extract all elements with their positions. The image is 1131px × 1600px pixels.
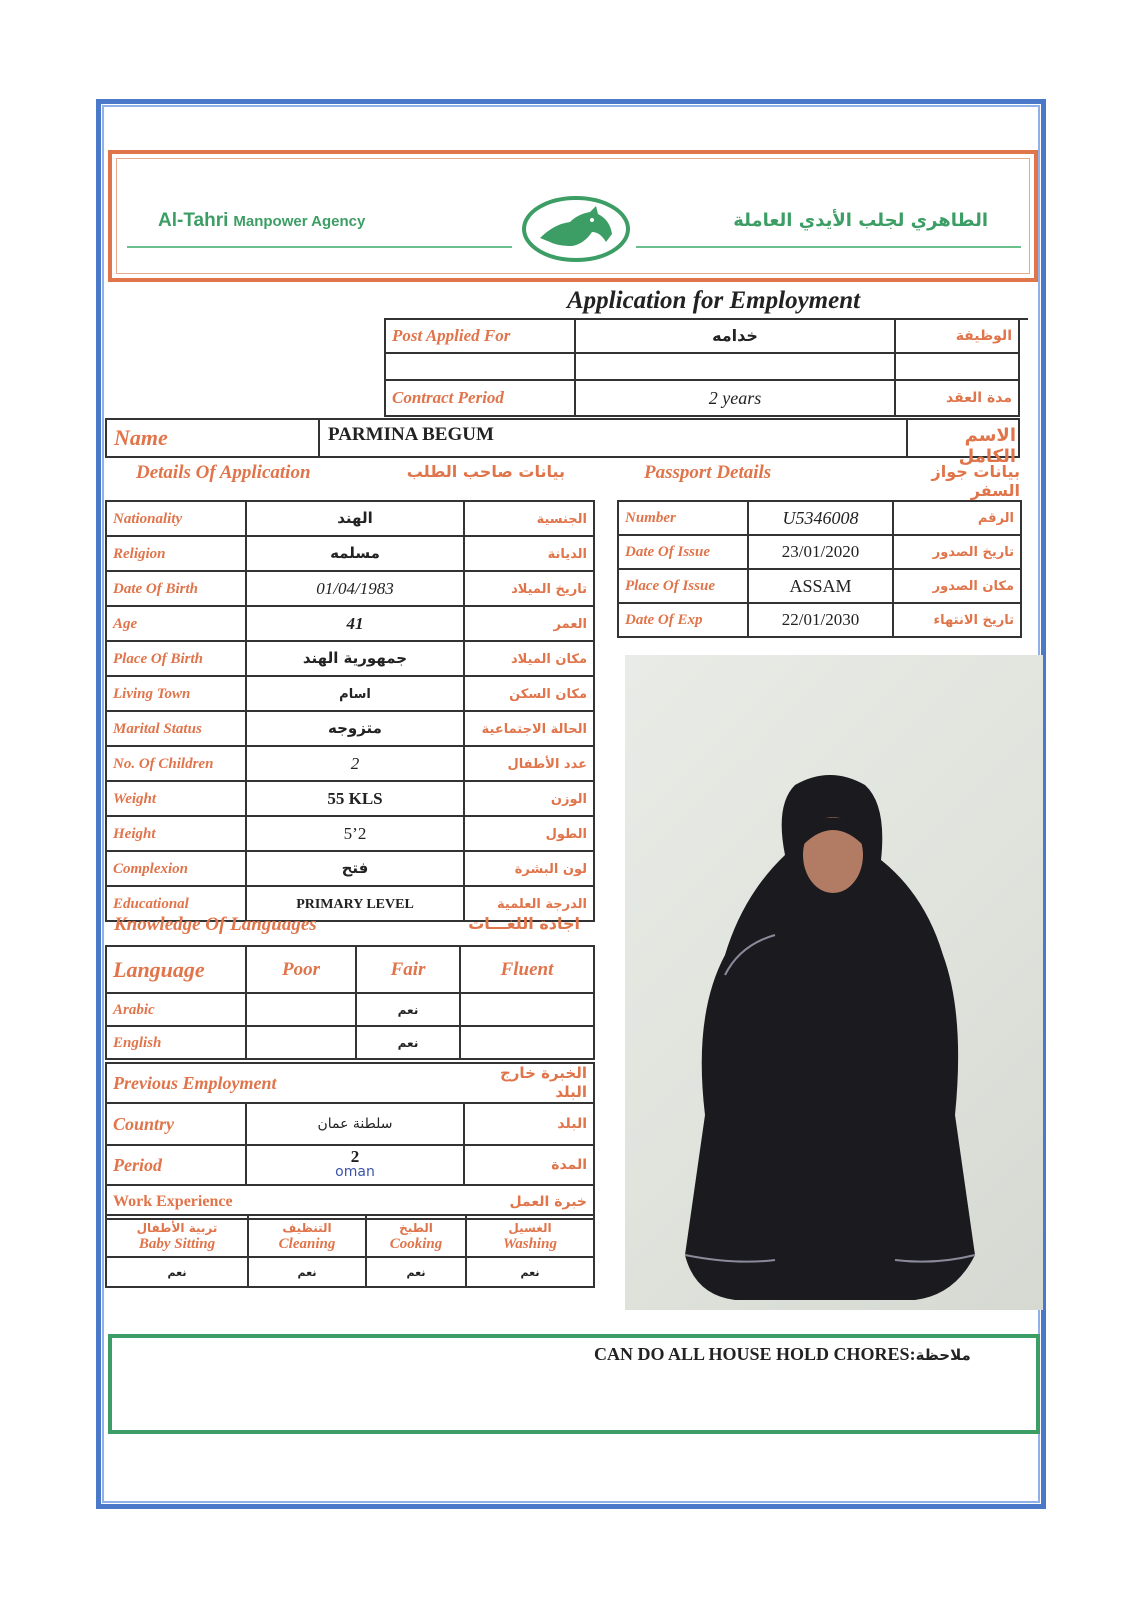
detail-label: Place Of Birth <box>106 641 246 676</box>
detail-label-ar: العمر <box>464 606 594 641</box>
detail-label-ar: الجنسية <box>464 501 594 536</box>
name-label-ar: الاسم الكامل <box>958 425 1016 467</box>
table-row <box>618 535 1021 569</box>
table-row <box>106 1026 594 1059</box>
detail-label: Educational <box>106 886 246 921</box>
passport-label-ar: تاريخ الانتهاء <box>893 603 1021 637</box>
table-row <box>106 1063 594 1103</box>
detail-value: فتح <box>246 851 464 886</box>
country-label: Country <box>106 1103 246 1145</box>
name-row <box>105 418 1020 458</box>
period-handwritten-note: oman <box>335 1164 375 1180</box>
language-poor <box>246 1026 356 1059</box>
blank-cell <box>385 353 575 380</box>
post-contract-table <box>384 318 1020 417</box>
note <box>594 1344 971 1365</box>
detail-label-ar: الدرجة العلمية <box>464 886 594 921</box>
detail-label-ar: الوزن <box>464 781 594 816</box>
contract-value: 2 years <box>575 380 895 416</box>
post-label: Post Applied For <box>385 319 575 353</box>
contract-label: Contract Period <box>385 380 575 416</box>
table-row <box>106 816 594 851</box>
languages-section-title: Knowledge Of Languages <box>114 914 317 935</box>
table-row <box>106 993 594 1026</box>
contract-label-ar: مدة العقد <box>895 380 1019 416</box>
table-row <box>106 851 594 886</box>
detail-label: Religion <box>106 536 246 571</box>
employment-title: Previous Employment <box>106 1063 464 1103</box>
passport-section-title: Passport Details <box>644 462 772 483</box>
detail-label: Nationality <box>106 501 246 536</box>
passport-value: ASSAM <box>748 569 893 603</box>
work-value: نعم <box>106 1257 248 1287</box>
detail-label-ar: لون البشرة <box>464 851 594 886</box>
note-label-ar: ملاحظة <box>915 1346 971 1364</box>
passport-table <box>617 500 1022 638</box>
language-fluent <box>460 993 594 1026</box>
languages-table <box>105 945 595 1060</box>
employment-title-ar: الخبرة خارج البلد <box>464 1063 594 1103</box>
table-row <box>106 946 594 993</box>
detail-label: Weight <box>106 781 246 816</box>
col-fluent: Fluent <box>460 946 594 993</box>
work-item: الغسيل Washing <box>466 1215 594 1257</box>
divider <box>318 418 320 458</box>
table-row <box>106 746 594 781</box>
note-text: CAN DO ALL HOUSE HOLD CHORES: <box>594 1344 916 1364</box>
work-value: نعم <box>466 1257 594 1287</box>
languages-section-title-ar: اجادة اللغـــات <box>468 914 580 933</box>
work-title: Work Experience <box>106 1185 464 1219</box>
page-title: Application for Employment <box>567 287 861 314</box>
brand-line-right <box>636 246 1021 248</box>
employment-table <box>105 1062 595 1220</box>
language-fair: نعم <box>356 1026 460 1059</box>
work-value: نعم <box>366 1257 466 1287</box>
horse-head-logo-icon <box>520 194 632 264</box>
passport-value: 22/01/2030 <box>748 603 893 637</box>
blank-cell <box>575 353 895 380</box>
table-row <box>106 676 594 711</box>
passport-label: Date Of Exp <box>618 603 748 637</box>
language-fair: نعم <box>356 993 460 1026</box>
detail-label-ar: الحالة الاجتماعية <box>464 711 594 746</box>
work-item: الطبخ Cooking <box>366 1215 466 1257</box>
table-row <box>106 606 594 641</box>
passport-label-ar: مكان الصدور <box>893 569 1021 603</box>
col-poor: Poor <box>246 946 356 993</box>
detail-label: Height <box>106 816 246 851</box>
language-poor <box>246 993 356 1026</box>
post-value: خدامه <box>575 319 895 353</box>
applicant-photo <box>625 655 1043 1310</box>
detail-label-ar: الديانة <box>464 536 594 571</box>
agency-name-en <box>158 210 365 232</box>
passport-label: Number <box>618 501 748 535</box>
work-table <box>105 1214 595 1288</box>
table-row <box>106 1145 594 1185</box>
agency-name-en-2: Manpower Agency <box>233 213 366 230</box>
detail-label-ar: الطول <box>464 816 594 851</box>
col-fair: Fair <box>356 946 460 993</box>
passport-value: U5346008 <box>748 501 893 535</box>
detail-value: 5’2 <box>246 816 464 851</box>
detail-value: الهند <box>246 501 464 536</box>
country-value: سلطنة عمان <box>246 1103 464 1145</box>
name-label: Name <box>114 425 168 450</box>
blank-cell <box>895 353 1019 380</box>
table-row <box>618 569 1021 603</box>
detail-label: Complexion <box>106 851 246 886</box>
table-row <box>618 501 1021 535</box>
table-row <box>106 536 594 571</box>
table-row <box>106 1257 594 1287</box>
passport-value: 23/01/2020 <box>748 535 893 569</box>
divider <box>906 418 908 458</box>
detail-label-ar: مكان السكن <box>464 676 594 711</box>
work-value: نعم <box>248 1257 366 1287</box>
col-language: Language <box>106 946 246 993</box>
detail-value: مسلمه <box>246 536 464 571</box>
table-row <box>106 501 594 536</box>
detail-value: 55 KLS <box>246 781 464 816</box>
language-name: English <box>106 1026 246 1059</box>
detail-value: جمهورية الهند <box>246 641 464 676</box>
language-name: Arabic <box>106 993 246 1026</box>
detail-label-ar: تاريخ الميلاد <box>464 571 594 606</box>
detail-value: 01/04/1983 <box>246 571 464 606</box>
table-row <box>106 1103 594 1145</box>
detail-label: Living Town <box>106 676 246 711</box>
period-label: Period <box>106 1145 246 1185</box>
work-item: تربية الأطفال Baby Sitting <box>106 1215 248 1257</box>
agency-name-en-1: Al-Tahri <box>158 210 229 231</box>
details-section-title: Details Of Application <box>136 462 311 483</box>
post-label-ar: الوظيفة <box>895 319 1019 353</box>
detail-value: 41 <box>246 606 464 641</box>
passport-label: Date Of Issue <box>618 535 748 569</box>
detail-value: اسام <box>246 676 464 711</box>
details-section-title-ar: بيانات صاحب الطلب <box>406 462 565 481</box>
details-table <box>105 500 595 922</box>
name-value: PARMINA BEGUM <box>328 424 494 445</box>
detail-value: 2 <box>246 746 464 781</box>
language-fluent <box>460 1026 594 1059</box>
detail-label: Age <box>106 606 246 641</box>
table-row <box>106 781 594 816</box>
detail-value: متزوجه <box>246 711 464 746</box>
table-row <box>106 571 594 606</box>
period-value <box>246 1145 464 1185</box>
table-row <box>106 641 594 676</box>
period-label-ar: المدة <box>464 1145 594 1185</box>
agency-name-ar: الطاهري لجلب الأيدي العاملة <box>733 210 988 231</box>
work-title-ar: خبرة العمل <box>464 1185 594 1219</box>
passport-label-ar: الرقم <box>893 501 1021 535</box>
passport-label-ar: تاريخ الصدور <box>893 535 1021 569</box>
country-label-ar: البلد <box>464 1103 594 1145</box>
work-item: التنظيف Cleaning <box>248 1215 366 1257</box>
detail-label: No. Of Children <box>106 746 246 781</box>
detail-label: Marital Status <box>106 711 246 746</box>
table-row <box>106 1215 594 1257</box>
detail-value: PRIMARY LEVEL <box>246 886 464 921</box>
brand-line-left <box>127 246 512 248</box>
table-row <box>618 603 1021 637</box>
person-silhouette-icon <box>625 655 1043 1310</box>
detail-label: Date Of Birth <box>106 571 246 606</box>
passport-section-title-ar: بيانات جواز السفر <box>931 462 1020 500</box>
passport-label: Place Of Issue <box>618 569 748 603</box>
detail-label-ar: مكان الميلاد <box>464 641 594 676</box>
detail-label-ar: عدد الأطفال <box>464 746 594 781</box>
table-row <box>106 711 594 746</box>
period-number: 2 <box>350 1147 360 1166</box>
